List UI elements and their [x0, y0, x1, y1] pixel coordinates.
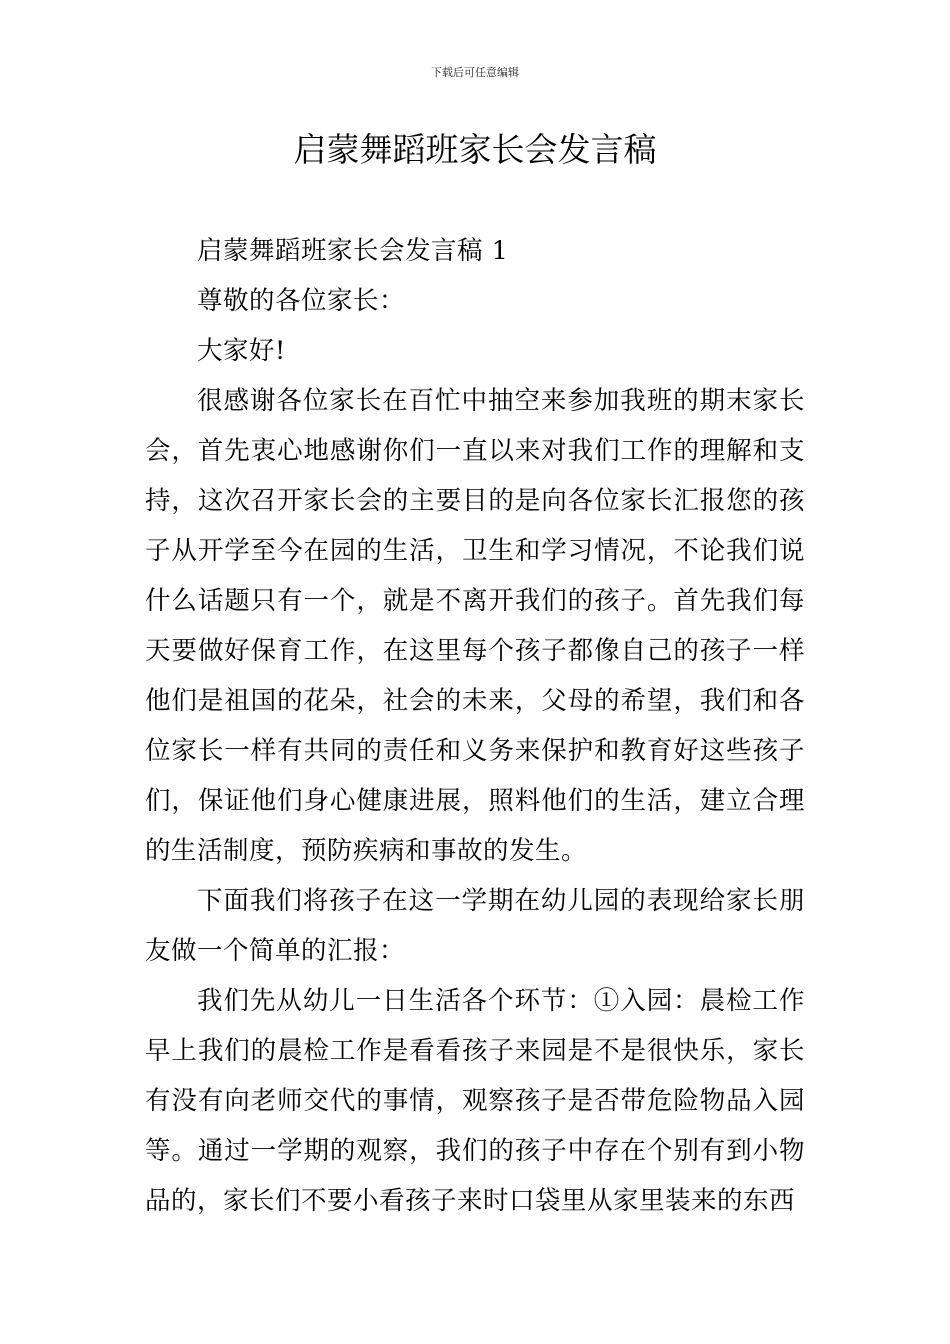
speech-subtitle: 启蒙舞蹈班家长会发言稿 1	[197, 236, 509, 266]
salutation: 尊敬的各位家长：	[197, 286, 406, 316]
paragraph-arrival: 我们先从幼儿一日生活各个环节：①入园：晨检工作早上我们的晨检工作是看看孩子来园是不是很快乐，家长有没有向老师交代的事情，观察孩子是否带危险物品入园等。通过一学期的观察，我们的孩子中存在个别有到小物品的，家长们不要小看孩子来时口袋里从家里装来的东西	[145, 986, 805, 1216]
document-title: 启蒙舞蹈班家长会发言稿	[293, 130, 657, 169]
greeting: 大家好!	[197, 336, 286, 366]
document-body	[145, 226, 805, 1226]
paragraph-report-lead: 下面我们将孩子在这一学期在幼儿园的表现给家长朋友做一个简单的汇报：	[145, 886, 805, 966]
header-note: 下载后可任意编辑	[431, 66, 519, 79]
paragraph-intro: 很感谢各位家长在百忙中抽空来参加我班的期末家长会，首先衷心地感谢你们一直以来对我们工作的理解和支持，这次召开家长会的主要目的是向各位家长汇报您的孩子从开学至今在园的生活，卫生和学习情况，不论我们说什么话题只有一个，就是不离开我们的孩子。首先我们每天要做好保育工作，在这里每个孩子都像自己的孩子一样他们是祖国的花朵，社会的未来，父母的希望，我们和各位家长一样有共同的责任和义务来保护和教育好这些孩子们，保证他们身心健康进展，照料他们的生活，建立合理的生活制度，预防疾病和事故的发生。	[145, 386, 805, 866]
